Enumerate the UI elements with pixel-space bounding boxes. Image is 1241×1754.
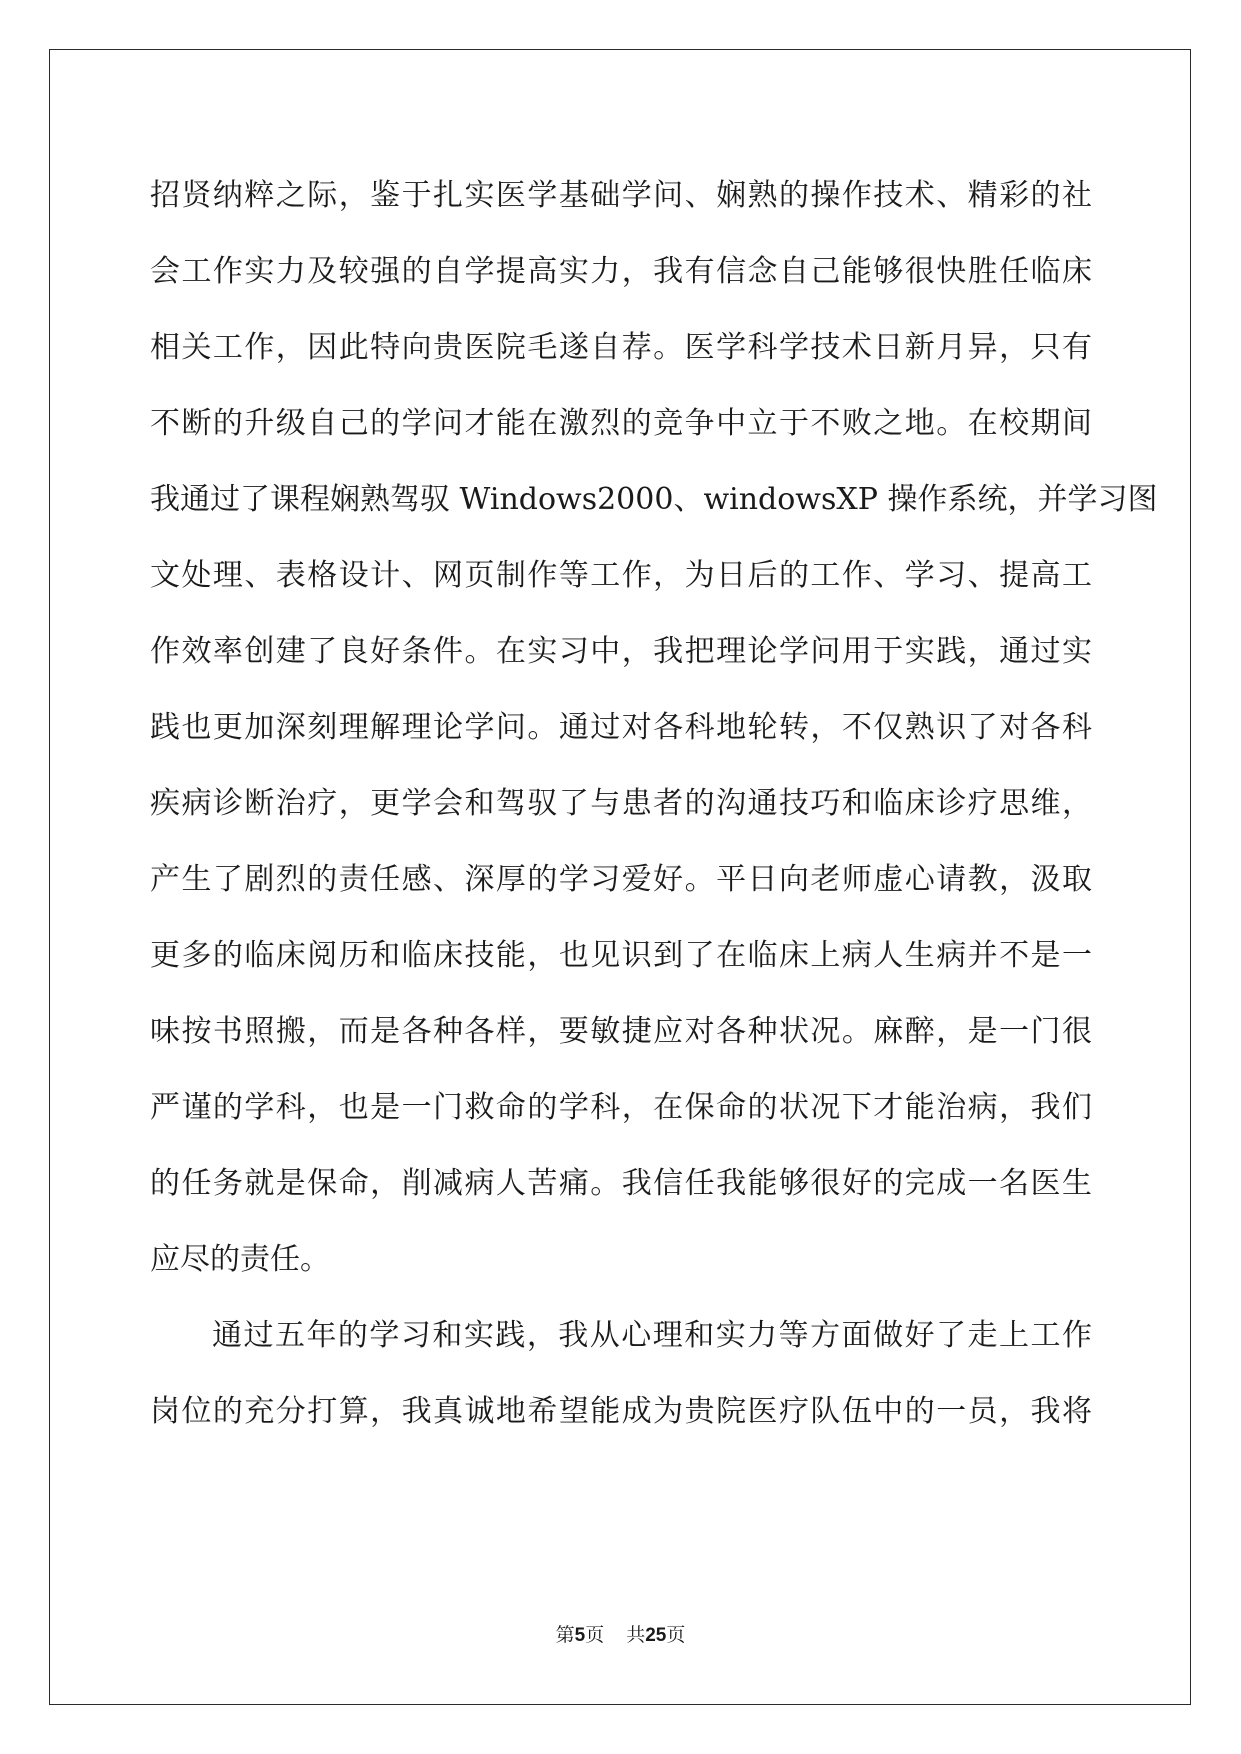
line-text: 岗位的充分打算，我真诚地希望能成为贵院医疗队伍中的一员，我将 [150,1394,1092,1429]
text-line [150,1298,1092,1374]
text-line [150,158,1092,234]
total-suffix: 页 [666,1624,686,1646]
document-body [150,158,1158,1450]
line-text: 我通过了课程娴熟驾驭 Windows2000、windowsXP 操作系统，并学习图 [150,482,1158,517]
text-line [150,994,1092,1070]
text-line [150,1222,1092,1298]
text-line [150,234,1092,310]
page-current: 5 [574,1625,586,1646]
line-text: 产生了剧烈的责任感、深厚的学习爱好。平日向老师虚心请教，汲取 [150,862,1092,897]
line-text: 文处理、表格设计、网页制作等工作，为日后的工作、学习、提高工 [150,558,1092,593]
line-text: 疾病诊断治疗，更学会和驾驭了与患者的沟通技巧和临床诊疗思维， [150,786,1092,821]
line-text: 招贤纳粹之际，鉴于扎实医学基础学问、娴熟的操作技术、精彩的社 [150,178,1092,213]
text-line [150,614,1092,690]
text-line [150,538,1092,614]
text-line [150,1146,1092,1222]
line-text: 严谨的学科，也是一门救命的学科，在保命的状况下才能治病，我们 [150,1090,1092,1125]
page-prefix: 第 [555,1624,575,1646]
line-text: 更多的临床阅历和临床技能，也见识到了在临床上病人生病并不是一 [150,938,1092,973]
page-mid: 页 [585,1624,605,1646]
text-line [150,918,1092,994]
text-line [150,766,1092,842]
line-text: 通过五年的学习和实践，我从心理和实力等方面做好了走上工作 [212,1318,1092,1353]
total-prefix: 共 [626,1624,646,1646]
text-line [150,1374,1092,1450]
line-text: 不断的升级自己的学问才能在激烈的竞争中立于不败之地。在校期间 [150,406,1092,441]
text-line [150,690,1092,766]
line-text: 会工作实力及较强的自学提高实力，我有信念自己能够很快胜任临床 [150,254,1092,289]
line-text: 践也更加深刻理解理论学问。通过对各科地轮转，不仅熟识了对各科 [150,710,1092,745]
page-total: 25 [645,1625,667,1646]
line-text: 的任务就是保命，削减病人苦痛。我信任我能够很好的完成一名医生 [150,1166,1092,1201]
text-line [150,386,1092,462]
page-footer [0,1620,1241,1647]
text-line [150,1070,1092,1146]
text-line [150,842,1092,918]
line-text: 味按书照搬，而是各种各样，要敏捷应对各种状况。麻醉，是一门很 [150,1014,1092,1049]
text-line [150,310,1092,386]
line-text: 相关工作，因此特向贵医院毛遂自荐。医学科学技术日新月异，只有 [150,330,1092,365]
line-text: 应尽的责任。 [150,1242,330,1277]
text-line [150,462,1158,538]
line-text: 作效率创建了良好条件。在实习中，我把理论学问用于实践，通过实 [150,634,1092,669]
